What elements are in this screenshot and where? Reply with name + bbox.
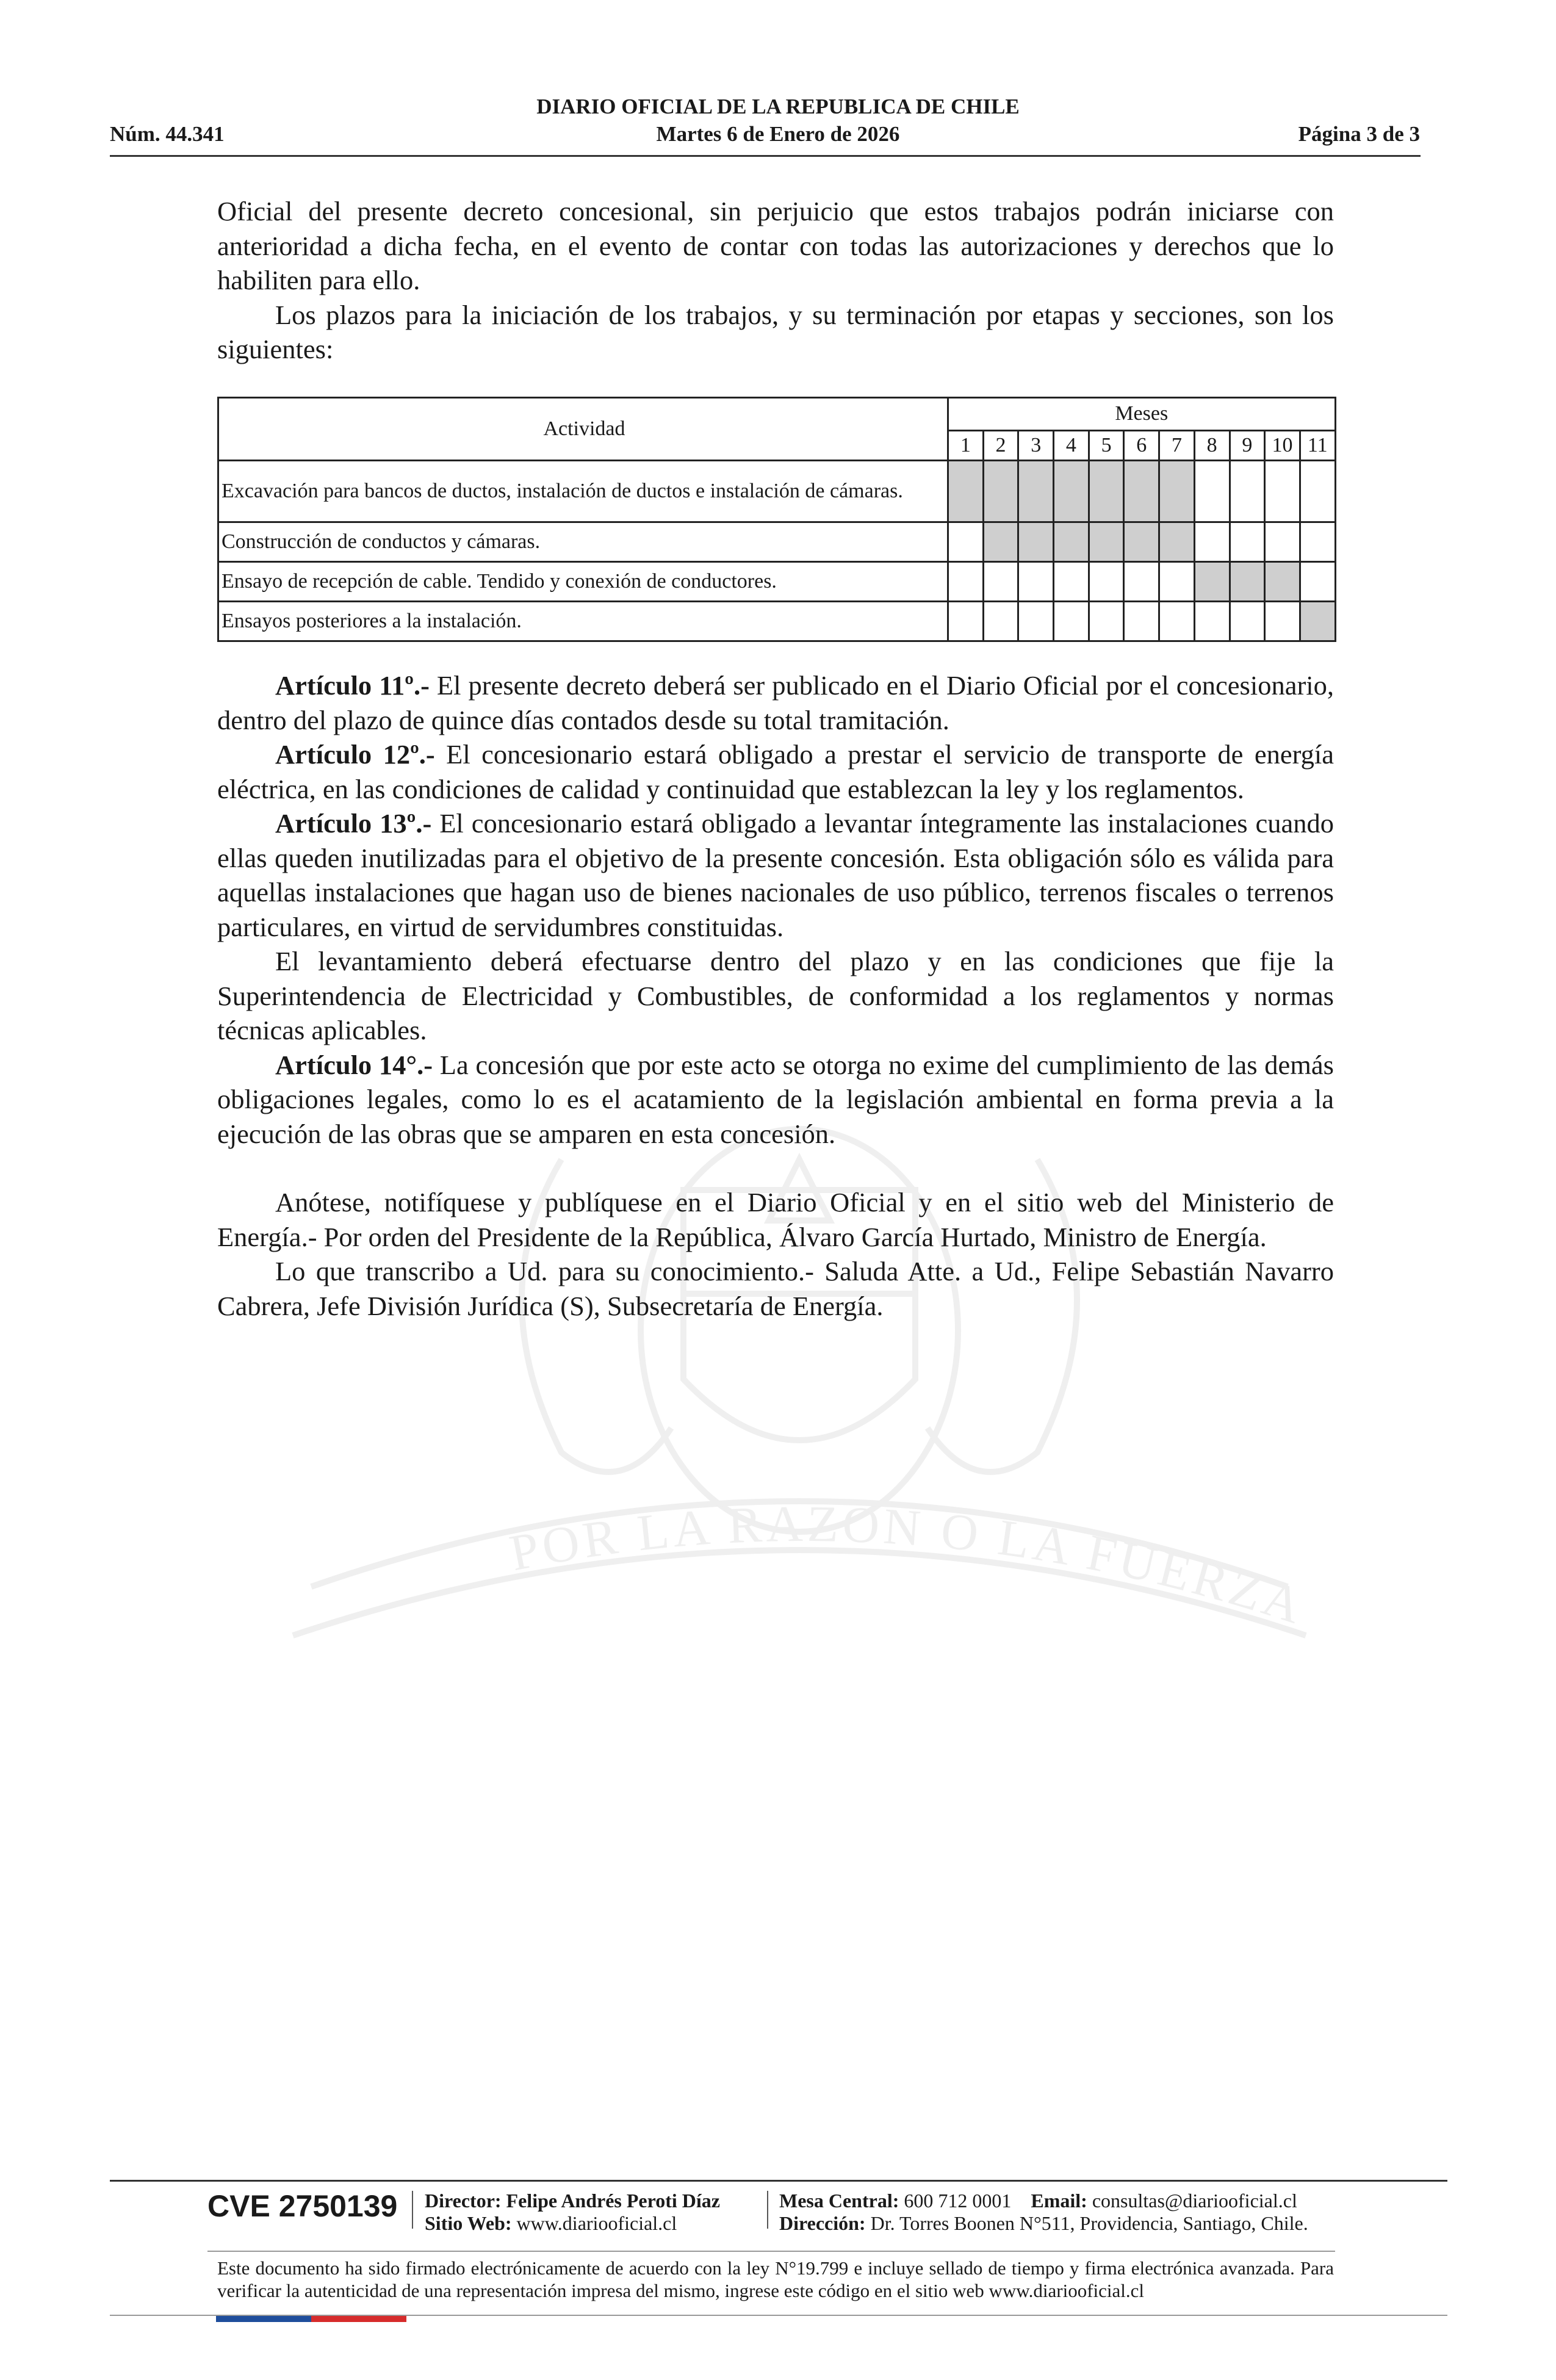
address-label: Dirección: — [779, 2212, 866, 2234]
month-cell-active — [1018, 461, 1054, 522]
article-13 — [217, 806, 1334, 944]
month-cell-empty — [1018, 602, 1054, 641]
month-cell-active — [1300, 602, 1335, 641]
table-row — [218, 522, 1336, 562]
month-cell-empty — [1124, 562, 1159, 602]
month-cell-empty — [1054, 602, 1089, 641]
footer-divider — [110, 2180, 1447, 2182]
article-13-title: Artículo 13º.- — [275, 808, 432, 838]
newspaper-title: DIARIO OFICIAL DE LA REPUBLICA DE CHILE — [536, 95, 1020, 118]
activity-column-header: Actividad — [218, 398, 948, 461]
article-12-title: Artículo 12º.- — [275, 739, 435, 770]
month-cell-active — [1159, 522, 1195, 562]
month-header-cell: 3 — [1018, 430, 1054, 460]
month-cell-empty — [948, 602, 984, 641]
month-header-cell: 11 — [1300, 430, 1335, 460]
article-11-text: El presente decreto deberá ser publicado en el Diario Oficial por el concesionario, dentro del plazo de quince días contados desde su total tramitación. — [217, 670, 1334, 735]
month-cell-active — [1124, 461, 1159, 522]
month-cell-active — [1230, 562, 1265, 602]
month-cell-active — [1054, 461, 1089, 522]
footer-contact-block — [779, 2190, 1308, 2235]
month-cell-empty — [1089, 562, 1124, 602]
closing-paragraph-1: Anótese, notifíquese y publíquese en el Diario Oficial y en el sitio web del Ministerio de Energía.- Por orden del Presidente de la República, Álvaro García Hurtado, Ministro de Energía. — [217, 1187, 1334, 1252]
month-cell-empty — [1230, 522, 1265, 562]
month-header-cell: 9 — [1230, 430, 1265, 460]
month-cell-empty — [1300, 522, 1335, 562]
article-12 — [217, 737, 1334, 806]
articles-section — [217, 668, 1334, 1323]
director-value: Felipe Andrés Peroti Díaz — [506, 2190, 720, 2212]
month-cell-empty — [1159, 562, 1195, 602]
email-label: Email: — [1031, 2190, 1087, 2212]
article-11 — [217, 668, 1334, 737]
website-value[interactable]: www.diariooficial.cl — [516, 2212, 677, 2234]
month-header-cell: 1 — [948, 430, 984, 460]
month-cell-empty — [1018, 562, 1054, 602]
table-row — [218, 562, 1336, 602]
month-cell-empty — [983, 602, 1018, 641]
month-cell-active — [1018, 522, 1054, 562]
intro-text — [217, 194, 1334, 367]
month-cell-empty — [1300, 562, 1335, 602]
table-row — [218, 602, 1336, 641]
activity-cell: Construcción de conductos y cámaras. — [218, 522, 948, 562]
email-value[interactable]: consultas@diariooficial.cl — [1092, 2190, 1297, 2212]
month-cell-empty — [1194, 461, 1230, 522]
table-header-row — [218, 398, 1336, 431]
intro-paragraph-1: Oficial del presente decreto concesional, sin perjuicio que estos trabajos podrán iniciarse con anterioridad a dicha fecha, en el evento de contar con todas las autorizaciones y derechos que lo habiliten para ello. — [217, 196, 1334, 295]
month-cell-active — [1194, 562, 1230, 602]
month-cell-active — [983, 461, 1018, 522]
address-value: Dr. Torres Boonen N°511, Providencia, Santiago, Chile. — [870, 2212, 1308, 2234]
month-cell-empty — [1054, 562, 1089, 602]
month-cell-empty — [948, 562, 984, 602]
flag-stripe-blue — [216, 2316, 311, 2322]
article-14 — [217, 1048, 1334, 1152]
month-cell-empty — [1159, 602, 1195, 641]
cve-code: CVE 2750139 — [207, 2189, 398, 2223]
closing-paragraph-2: Lo que transcribo a Ud. para su conocimiento.- Saluda Atte. a Ud., Felipe Sebastián Navarro Cabrera, Jefe División Jurídica (S), Subsecretaría de Energía. — [217, 1256, 1334, 1321]
footer-separator — [767, 2191, 768, 2229]
month-cell-active — [1054, 522, 1089, 562]
months-column-header: Meses — [948, 398, 1336, 431]
month-header-cell: 10 — [1265, 430, 1300, 460]
month-cell-empty — [1265, 602, 1300, 641]
activity-cell: Ensayo de recepción de cable. Tendido y conexión de conductores. — [218, 562, 948, 602]
month-cell-empty — [1265, 522, 1300, 562]
article-12-text: El concesionario estará obligado a prestar el servicio de transporte de energía eléctrica, en las condiciones de calidad y continuidad que establezcan la ley y los reglamentos. — [217, 739, 1334, 804]
month-cell-empty — [1300, 461, 1335, 522]
website-label: Sitio Web: — [425, 2212, 512, 2234]
month-cell-empty — [1194, 522, 1230, 562]
month-header-cell: 5 — [1089, 430, 1124, 460]
table-row — [218, 461, 1336, 522]
footer-director-block — [425, 2190, 720, 2235]
activity-cell: Ensayos posteriores a la instalación. — [218, 602, 948, 641]
article-14-title: Artículo 14°.- — [275, 1049, 433, 1080]
month-header-cell: 6 — [1124, 430, 1159, 460]
month-cell-empty — [983, 562, 1018, 602]
issue-number: Núm. 44.341 — [110, 122, 225, 146]
legal-notice: Este documento ha sido firmado electrónicamente de acuerdo con la ley N°19.799 e incluye sellado de tiempo y firma electrónica avanzada. Para verificar la autenticidad de una representación impresa del mismo, ingrese este código en el sitio web www.diariooficial.cl — [217, 2257, 1334, 2301]
month-header-cell: 2 — [983, 430, 1018, 460]
month-cell-active — [1089, 461, 1124, 522]
month-cell-empty — [1265, 461, 1300, 522]
issue-date: Martes 6 de Enero de 2026 — [656, 122, 900, 146]
director-label: Director: — [425, 2190, 502, 2212]
month-cell-empty — [948, 522, 984, 562]
month-cell-active — [948, 461, 984, 522]
article-11-title: Artículo 11º.- — [275, 670, 430, 701]
footer-divider — [207, 2251, 1335, 2252]
activity-cell: Excavación para bancos de ductos, instalación de ductos e instalación de cámaras. — [218, 461, 948, 522]
month-cell-active — [1265, 562, 1300, 602]
month-cell-empty — [1194, 602, 1230, 641]
month-cell-active — [1124, 522, 1159, 562]
article-14-text: La concesión que por este acto se otorga no exime del cumplimiento de las demás obligaciones legales, como lo es el acatamiento de la legislación ambiental en forma previa a la ejecución de las obras que se amparen en esta concesión. — [217, 1049, 1334, 1149]
month-header-cell: 8 — [1194, 430, 1230, 460]
flag-stripe-red — [311, 2316, 406, 2322]
month-cell-empty — [1089, 602, 1124, 641]
month-cell-active — [983, 522, 1018, 562]
mesa-label: Mesa Central: — [779, 2190, 899, 2212]
footer-separator — [412, 2191, 413, 2229]
article-13-text: El concesionario estará obligado a levantar íntegramente las instalaciones cuando ellas queden inutilizadas para el objetivo de la presente concesión. Esta obligación sólo es válida para aquellas instalaciones que hagan uso de bienes nacionales de uso público, terrenos fiscales o terrenos particulares, en virtud de servidumbres constituidas. — [217, 808, 1334, 942]
page-indicator: Página 3 de 3 — [1298, 122, 1420, 146]
intro-paragraph-2: Los plazos para la iniciación de los trabajos, y su terminación por etapas y secciones, son los siguientes: — [217, 299, 1334, 364]
month-cell-empty — [1230, 602, 1265, 641]
month-cell-empty — [1124, 602, 1159, 641]
month-cell-empty — [1230, 461, 1265, 522]
month-header-cell: 7 — [1159, 430, 1195, 460]
month-header-cell: 4 — [1054, 430, 1089, 460]
month-cell-active — [1159, 461, 1195, 522]
schedule-table — [217, 397, 1336, 642]
watermark-motto: POR LA RAZON O LA FUERZA — [505, 1495, 1313, 1636]
header-divider — [110, 155, 1421, 157]
mesa-value: 600 712 0001 — [904, 2190, 1012, 2212]
svg-text:POR LA RAZON O LA FUERZA — [505, 1496, 1312, 1636]
month-cell-active — [1089, 522, 1124, 562]
article-13-paragraph-2: El levantamiento deberá efectuarse dentro del plazo y en las condiciones que fije la Superintendencia de Electricidad y Combustibles, de conformidad a los reglamentos y normas técnicas aplicables. — [217, 946, 1334, 1045]
